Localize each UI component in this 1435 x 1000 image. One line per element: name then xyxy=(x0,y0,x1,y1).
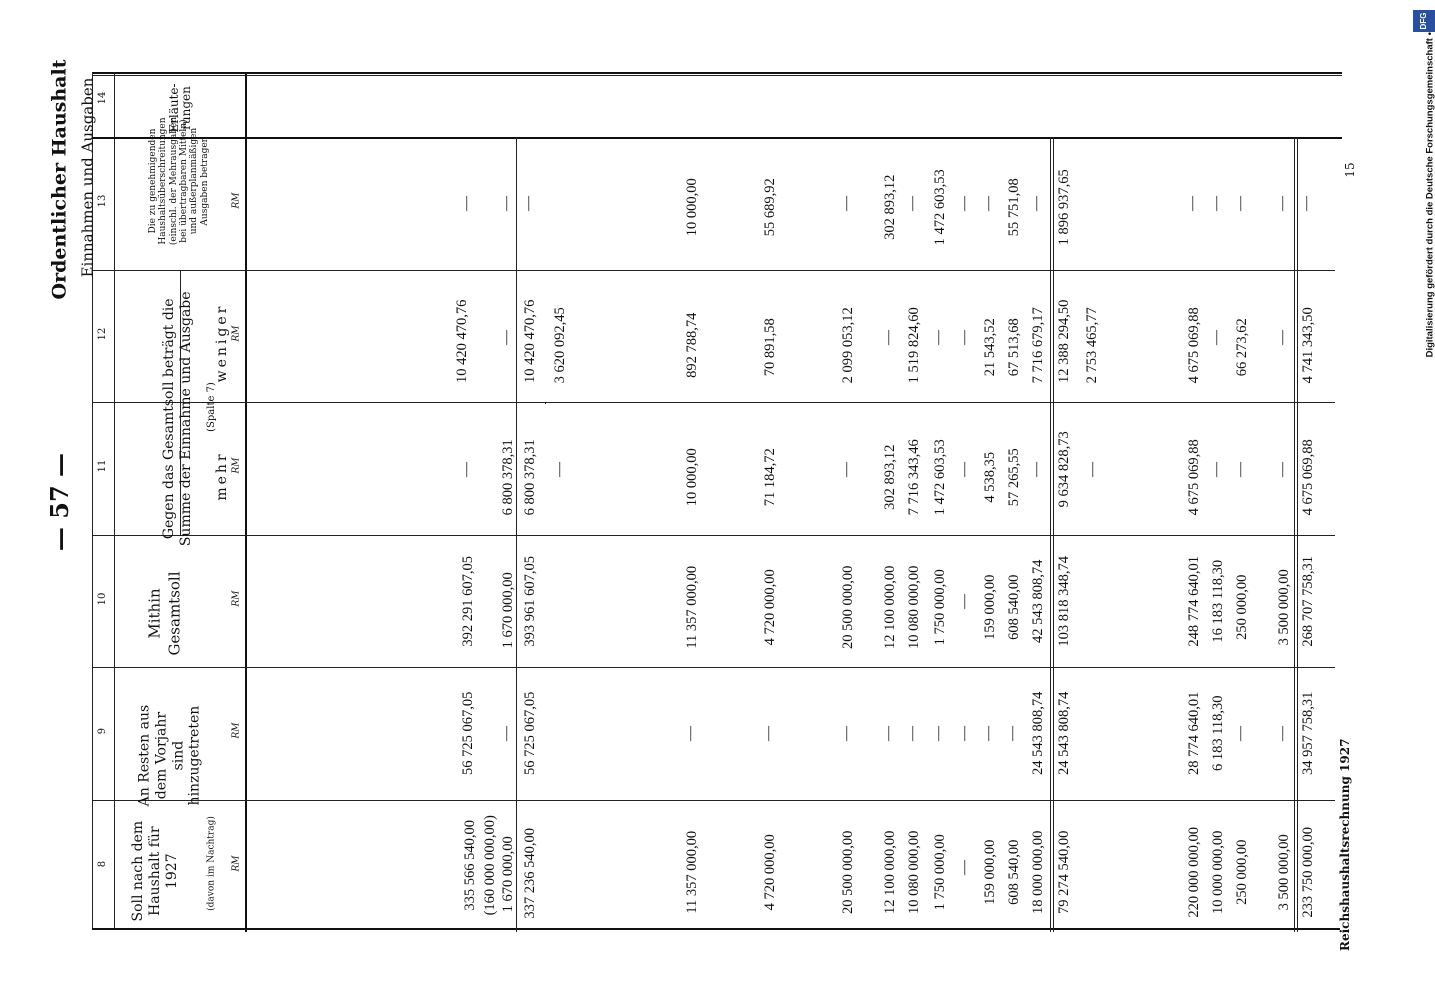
r9-c13: — xyxy=(956,196,973,211)
r12-c8: 18 000 000,00 xyxy=(1029,830,1046,914)
subtotal-rule-2 xyxy=(1050,137,1051,932)
r4-c8: 4 720 000,00 xyxy=(761,834,778,911)
s1-c11: 6 800 378,31 xyxy=(521,439,538,516)
r12-c12: 7 716 679,17 xyxy=(1029,307,1046,384)
r4-c9: — xyxy=(760,726,777,741)
s2-c10: 103 818 348,74 xyxy=(1055,555,1072,647)
s3-c9: 34 957 758,31 xyxy=(1299,691,1316,775)
r8-c12: — xyxy=(930,330,947,345)
r1-c8: 335 566 540,00 xyxy=(461,819,478,911)
r13-c12: 4 675 069,88 xyxy=(1185,307,1202,384)
dfg-logo: DFG xyxy=(1413,10,1435,32)
page-title: Ordentlicher Haushalt xyxy=(48,59,71,300)
r7-c12: 1 519 824,60 xyxy=(905,307,922,384)
r4-c11: 71 184,72 xyxy=(761,448,778,507)
r2-c10: 1 670 000,00 xyxy=(499,572,516,649)
r10-c12: 21 543,52 xyxy=(981,318,998,377)
r10-c9: — xyxy=(980,726,997,741)
s2-c13: 1 896 937,65 xyxy=(1055,169,1072,246)
r5-c10: 20 500 000,00 xyxy=(839,565,856,649)
subtotal-rule-3 xyxy=(1294,137,1295,932)
r1-c13: — xyxy=(458,196,475,211)
col-num-9: 9 xyxy=(97,727,108,735)
s1-c9: 56 725 067,05 xyxy=(521,691,538,775)
r15-c11: — xyxy=(1232,462,1249,477)
s1-diff: 3 620 092,45 xyxy=(551,307,568,384)
col-unit-11: RM xyxy=(231,457,242,474)
footer-title: Reichshaushaltsrechnung 1927 xyxy=(1338,738,1352,951)
r1-c8-note: (160 000 000,00) xyxy=(481,815,498,916)
r8-c10: 1 750 000,00 xyxy=(931,569,948,646)
column-number-divider xyxy=(114,72,115,930)
s3-c12: 4 741 343,50 xyxy=(1299,307,1316,384)
r11-c12: 67 513,68 xyxy=(1005,318,1022,377)
col-sep-14-13 xyxy=(92,137,1342,139)
col-unit-8: RM xyxy=(231,855,242,872)
subtotal-rule-3b xyxy=(1297,137,1298,932)
col-num-10: 10 xyxy=(97,592,108,606)
table-top-rule xyxy=(92,72,1342,74)
subtotal-rule-2b xyxy=(1053,137,1054,932)
s3-c13: — xyxy=(1298,196,1315,211)
r16-c11: — xyxy=(1274,462,1291,477)
r4-c12: 70 891,58 xyxy=(761,318,778,377)
brace-1 xyxy=(545,402,546,404)
s2-c8: 79 274 540,00 xyxy=(1055,830,1072,914)
s2-c11: 9 634 828,73 xyxy=(1055,431,1072,508)
col-num-12: 12 xyxy=(97,327,108,341)
r7-c8: 10 080 000,00 xyxy=(905,830,922,914)
r11-c10: 608 540,00 xyxy=(1005,574,1022,640)
r16-c9: — xyxy=(1274,726,1291,741)
r1-c9: 56 725 067,05 xyxy=(459,691,476,775)
body-sep-12-11 xyxy=(245,402,1335,403)
r8-c8: 1 750 000,00 xyxy=(931,834,948,911)
r10-c11: 4 538,35 xyxy=(981,451,998,503)
table-top-rule-2 xyxy=(92,75,1342,76)
r8-c13: 1 472 603,53 xyxy=(931,169,948,246)
s1-c8: 337 236 540,00 xyxy=(521,827,538,919)
r3-c8: 11 357 000,00 xyxy=(683,830,700,914)
r14-c13: — xyxy=(1208,196,1225,211)
r15-c13: — xyxy=(1232,196,1249,211)
page-subtitle: Einnahmen und Ausgaben xyxy=(78,77,97,278)
col-unit-12: RM xyxy=(231,325,242,342)
r5-c9: — xyxy=(838,726,855,741)
r9-c11: — xyxy=(956,462,973,477)
r16-c12: — xyxy=(1274,330,1291,345)
r9-c9: — xyxy=(956,726,973,741)
col-num-8: 8 xyxy=(97,860,108,868)
col-note-8: (davon im Nachtrag) xyxy=(206,816,217,911)
r12-c11: — xyxy=(1028,462,1045,477)
col-sub-11: mehr xyxy=(214,451,230,501)
r15-c8: 250 000,00 xyxy=(1233,839,1250,905)
s1-diff-dash: — xyxy=(551,462,568,477)
group-note: (Spalte 7) xyxy=(206,382,217,432)
header-body-divider xyxy=(245,72,247,932)
s2-c9: 24 543 808,74 xyxy=(1055,691,1072,775)
r14-c11: — xyxy=(1208,462,1225,477)
r7-c13: — xyxy=(904,196,921,211)
r13-c10: 248 774 640,01 xyxy=(1185,555,1202,647)
r10-c8: 159 000,00 xyxy=(981,839,998,905)
r15-c10: 250 000,00 xyxy=(1233,574,1250,640)
r12-c13: — xyxy=(1028,196,1045,211)
r10-c13: — xyxy=(980,196,997,211)
r4-c10: 4 720 000,00 xyxy=(761,569,778,646)
r5-c12: 2 099 053,12 xyxy=(839,307,856,384)
r5-c13: — xyxy=(838,196,855,211)
page-number: 15 xyxy=(1343,162,1357,178)
r14-c12: — xyxy=(1208,330,1225,345)
r6-c12: — xyxy=(880,330,897,345)
r16-c13: — xyxy=(1274,196,1291,211)
r1-c11: — xyxy=(458,462,475,477)
r2-c13: — xyxy=(498,196,515,211)
col-heading-14: Erläute-rungen xyxy=(167,83,193,133)
r9-c8: — xyxy=(956,860,973,875)
r3-c11: 10 000,00 xyxy=(683,448,700,507)
r12-c10: 42 543 808,74 xyxy=(1029,559,1046,643)
body-sep-10-9 xyxy=(245,667,1335,668)
subtotal-rule-1 xyxy=(516,137,517,932)
r2-c11: 6 800 378,31 xyxy=(499,439,516,516)
r9-c12: — xyxy=(956,330,973,345)
r5-c11: — xyxy=(838,462,855,477)
col-sub-12: weniger xyxy=(214,303,230,383)
s2-diff-dash: — xyxy=(1084,462,1101,477)
r16-c10: 3 500 000,00 xyxy=(1275,569,1292,646)
s1-c10: 393 961 607,05 xyxy=(521,555,538,647)
r10-c10: 159 000,00 xyxy=(981,574,998,640)
s2-c12: 12 388 294,50 xyxy=(1055,299,1072,383)
r2-c9: — xyxy=(498,726,515,741)
r6-c9: — xyxy=(880,726,897,741)
r5-c8: 20 500 000,00 xyxy=(839,830,856,914)
r8-c9: — xyxy=(930,726,947,741)
r9-c10: — xyxy=(956,594,973,609)
col-unit-9: RM xyxy=(231,722,242,739)
r13-c9: 28 774 640,01 xyxy=(1185,691,1202,775)
r7-c11: 7 716 343,46 xyxy=(905,439,922,516)
col-heading-13: Die zu genehmigenden Haushaltsüberschreitungen (einschl. der Mehrausgaben bei übertragbaren Mitteln) und außerplanmäßigen Ausgaben betragen xyxy=(147,116,210,246)
col-num-13: 13 xyxy=(97,194,108,208)
r6-c13: 302 893,12 xyxy=(881,174,898,240)
r13-c8: 220 000 000,00 xyxy=(1185,826,1202,918)
body-sep-9-8 xyxy=(245,800,1335,801)
table-bottom-rule xyxy=(92,928,1340,930)
s1-c13: — xyxy=(520,196,537,211)
r3-c10: 11 357 000,00 xyxy=(683,565,700,649)
r14-c10: 16 183 118,30 xyxy=(1209,559,1226,643)
r2-c8: 1 670 000,00 xyxy=(499,836,516,913)
dfg-side-note: Digitalisierung gefördert durch die Deutsche Forschungsgemeinschaft • xyxy=(1424,32,1435,358)
s3-c11: 4 675 069,88 xyxy=(1299,439,1316,516)
col-unit-13: RM xyxy=(231,192,242,209)
r14-c8: 10 000 000,00 xyxy=(1209,830,1226,914)
col-sep-13-12 xyxy=(92,270,252,271)
r8-c11: 1 472 603,53 xyxy=(931,439,948,516)
r11-c9: — xyxy=(1004,726,1021,741)
s3-c8: 233 750 000,00 xyxy=(1299,826,1316,918)
r7-c10: 10 080 000,00 xyxy=(905,565,922,649)
col-num-14: 14 xyxy=(97,91,108,105)
r1-c12: 10 420 470,76 xyxy=(453,299,470,383)
r2-c12: — xyxy=(498,330,515,345)
r11-c13: 55 751,08 xyxy=(1005,178,1022,237)
r15-c9: — xyxy=(1232,726,1249,741)
s3-c10: 268 707 758,31 xyxy=(1299,555,1316,647)
r3-c13: 10 000,00 xyxy=(683,178,700,237)
r15-c12: 66 273,62 xyxy=(1233,318,1250,377)
r1-c10: 392 291 607,05 xyxy=(459,555,476,647)
r11-c11: 57 265,55 xyxy=(1005,448,1022,507)
r6-c10: 12 100 000,00 xyxy=(881,565,898,649)
r6-c11: 302 893,12 xyxy=(881,444,898,510)
r4-c13: 55 689,92 xyxy=(761,178,778,237)
col-heading-8: Soll nach dem Haushalt für 1927 xyxy=(129,820,180,922)
body-sep-13-12 xyxy=(245,270,1335,271)
r13-c11: 4 675 069,88 xyxy=(1185,439,1202,516)
r12-c9: 24 543 808,74 xyxy=(1029,691,1046,775)
group-heading: Gegen das Gesamtsoll beträgt die Summe der Einnahme und Ausgabe xyxy=(161,291,194,547)
page-marker: — 57 — xyxy=(45,452,74,552)
col-heading-10: Mithin Gesamtsoll xyxy=(145,571,183,656)
r11-c8: 608 540,00 xyxy=(1005,839,1022,905)
s1-c12: 10 420 470,76 xyxy=(521,299,538,383)
col-unit-10: RM xyxy=(231,590,242,607)
body-sep-11-10 xyxy=(245,535,1335,536)
r16-c8: 3 500 000,00 xyxy=(1275,834,1292,911)
r7-c9: — xyxy=(904,726,921,741)
r6-c8: 12 100 000,00 xyxy=(881,830,898,914)
r3-c9: — xyxy=(682,726,699,741)
r14-c9: 6 183 118,30 xyxy=(1209,695,1226,772)
s2-diff: 2 753 465,77 xyxy=(1083,307,1100,384)
col-num-11: 11 xyxy=(97,459,108,473)
r13-c13: — xyxy=(1184,196,1201,211)
col-heading-9: An Resten aus dem Vorjahr sind hinzugetreten xyxy=(136,704,203,807)
r3-c12: 892 788,74 xyxy=(683,312,700,378)
